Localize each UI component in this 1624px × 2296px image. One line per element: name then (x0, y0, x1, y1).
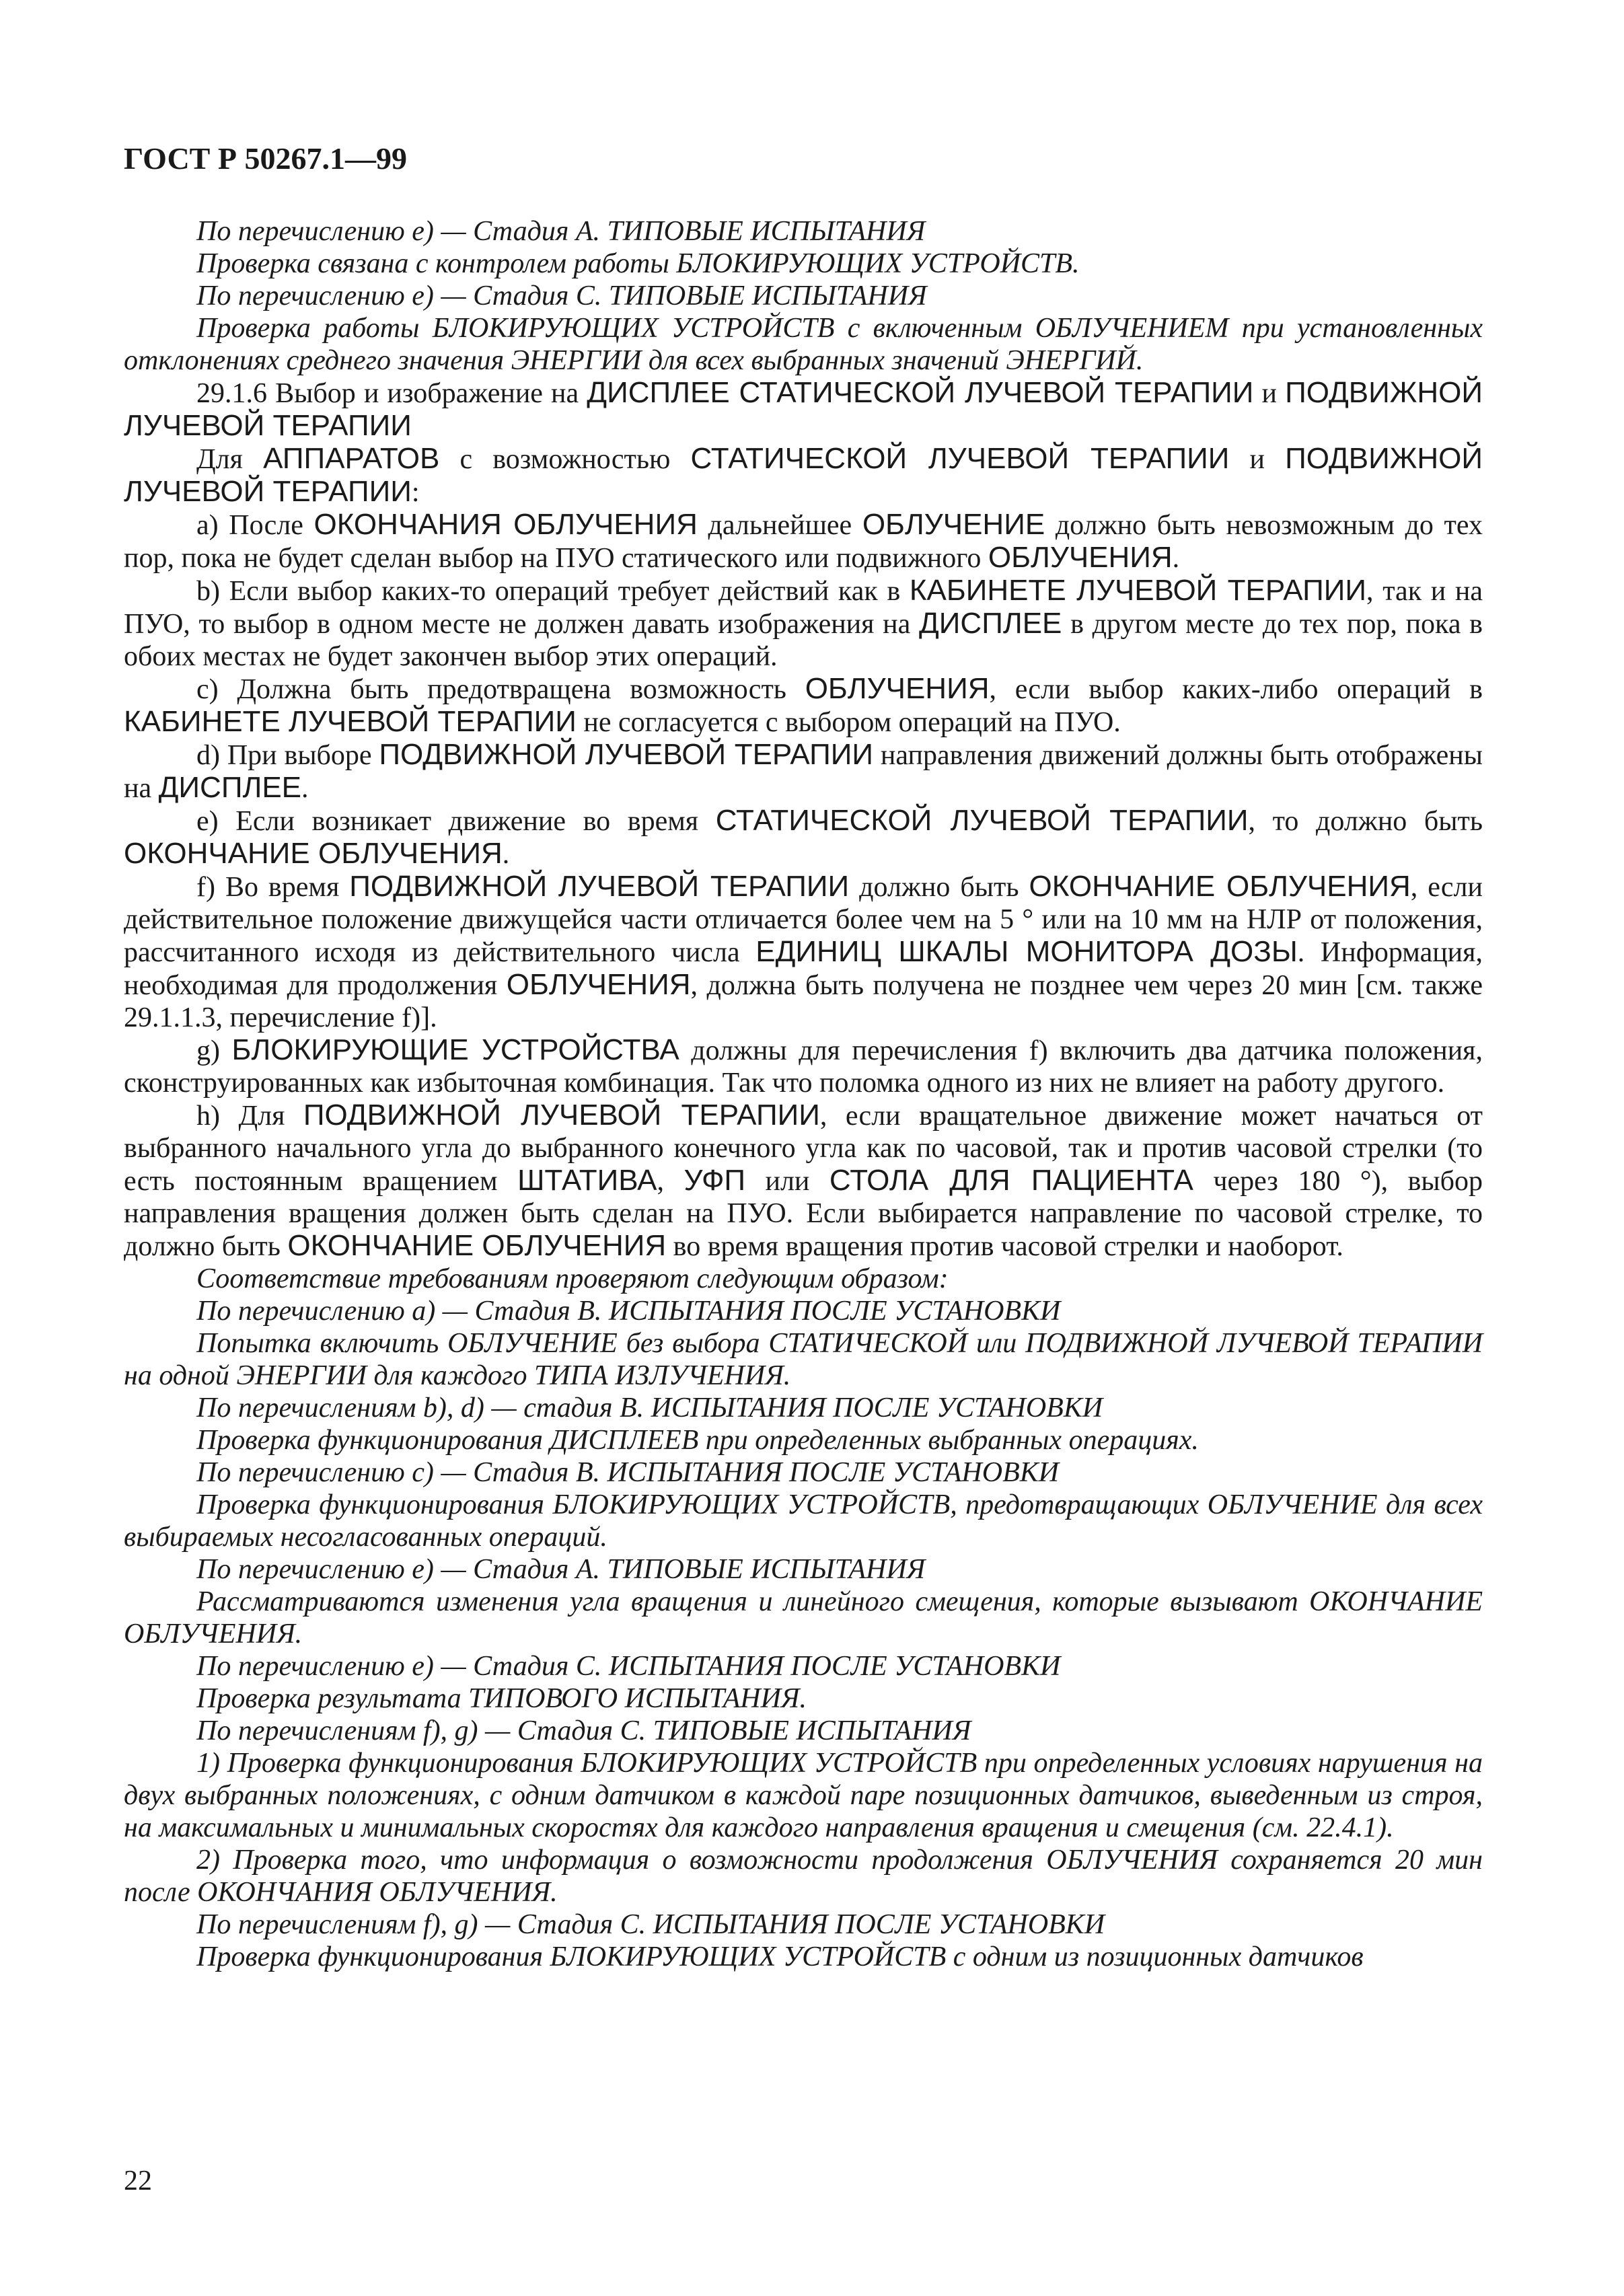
text-segment: ОБЛУЧЕНИЯ (805, 672, 990, 705)
text-segment: По перечислениям f), g) — Стадия С. ТИПОВЫЕ ИСПЫТАНИЯ (196, 1715, 971, 1746)
text-segment: Проверка функционирования БЛОКИРУЮЩИХ УСТРОЙСТВ, предотвращающих ОБЛУЧЕНИЕ для всех выбираемых несогласованных операций. (124, 1489, 1483, 1553)
text-segment: , если выбор каких-либо операций в (989, 674, 1483, 705)
text-segment: СТОЛА ДЛЯ ПАЦИЕНТА (829, 1164, 1193, 1197)
paragraph (124, 1715, 1483, 1747)
paragraph (124, 1295, 1483, 1327)
paragraph (124, 1909, 1483, 1941)
text-segment: По перечислениям f), g) — Стадия С. ИСПЫТАНИЯ ПОСЛЕ УСТАНОВКИ (196, 1909, 1105, 1940)
text-segment: и (1229, 444, 1286, 475)
text-segment: ОБЛУЧЕНИЯ (506, 968, 691, 1001)
text-segment: ОКОНЧАНИЕ ОБЛУЧЕНИЯ (287, 1229, 667, 1262)
text-segment: . (301, 773, 309, 804)
paragraph (124, 1034, 1483, 1099)
text-segment: 29.1.6 Выбор и изображение на (196, 378, 587, 409)
text-segment: ОБЛУЧЕНИЯ (988, 541, 1173, 574)
text-segment: КАБИНЕТЕ ЛУЧЕВОЙ ТЕРАПИИ (909, 574, 1367, 607)
text-segment: c) Должна быть предотвращена возможность (196, 674, 805, 705)
text-segment: ПОДВИЖНОЙ ЛУЧЕВОЙ ТЕРАПИИ (379, 738, 874, 771)
text-segment: 1) Проверка функционирования БЛОКИРУЮЩИХ УСТРОЙСТВ при определенных условиях нарушения на двух выбранных положениях, с одним датчиком в каждой паре позиционных датчиков, выведенным из строя, на максимальных и минимальных скоростях для каждого направления вращения и смещения (см. 22.4.1). (124, 1748, 1483, 1843)
paragraph (124, 1682, 1483, 1715)
paragraph (124, 575, 1483, 673)
paragraph (124, 1747, 1483, 1844)
page-number: 22 (124, 2165, 152, 2196)
text-segment: По перечислению а) — Стадия В. ИСПЫТАНИЯ ПОСЛЕ УСТАНОВКИ (196, 1296, 1061, 1327)
text-segment: По перечислению с) — Стадия В. ИСПЫТАНИЯ ПОСЛЕ УСТАНОВКИ (196, 1457, 1059, 1488)
text-segment: АППАРАТОВ (263, 442, 440, 475)
text-segment: ПОДВИЖНОЙ ЛУЧЕВОЙ ТЕРАПИИ (124, 376, 1483, 442)
text-segment: g) (196, 1035, 232, 1066)
text-segment: должны для перечисления f) включить два датчика положения, сконструированных как избыточная комбинация. Так что поломка одного из них не влияет на работу другого. (124, 1035, 1483, 1099)
text-segment: ШТАТИВА (517, 1164, 657, 1197)
text-segment: Для (196, 444, 264, 475)
text-segment: ДИСПЛЕЕ СТАТИЧЕСКОЙ ЛУЧЕВОЙ ТЕРАПИИ (587, 376, 1254, 409)
text-segment: ОКОНЧАНИЯ ОБЛУЧЕНИЯ (313, 508, 698, 541)
text-segment: , если действительное положение движущейся части отличается более чем на 5 ° или на 10 мм на НЛР от положения, рассчитанного исходя из действительного числа (124, 872, 1483, 968)
text-segment: d) При выборе (196, 740, 379, 771)
text-segment: должно быть (849, 872, 1029, 903)
text-segment: . Информация, необходимая для продолжения (124, 937, 1483, 1001)
text-segment: По перечислениям b), d) — стадия В. ИСПЫТАНИЯ ПОСЛЕ УСТАНОВКИ (196, 1393, 1103, 1423)
text-segment: ПОДВИЖНОЙ ЛУЧЕВОЙ ТЕРАПИИ (124, 442, 1483, 508)
text-segment: , должна быть получена не позднее чем через 20 мин [см. также 29.1.1.3, перечисление f)]. (124, 970, 1483, 1033)
text-segment: через 180 °), выбор направления вращения должен быть сделан на ПУО. Если выбирается направление по часовой стрелке, то должно быть (124, 1166, 1483, 1262)
text-segment: Проверка работы БЛОКИРУЮЩИХ УСТРОЙСТВ с включенным ОБЛУЧЕНИЕМ при установленных отклонениях среднего значения ЭНЕРГИИ для всех выбранных значений ЭНЕРГИЙ. (124, 313, 1483, 376)
paragraph (124, 1456, 1483, 1489)
paragraph (124, 1099, 1483, 1263)
paragraph (124, 1844, 1483, 1909)
paragraph (124, 377, 1483, 443)
text-segment: По перечислению е) — Стадия С. ИСПЫТАНИЯ ПОСЛЕ УСТАНОВКИ (196, 1651, 1061, 1682)
text-segment: a) После (196, 510, 314, 541)
paragraph (124, 248, 1483, 280)
paragraph (124, 1263, 1483, 1295)
text-segment: не согласуется с выбором операций на ПУО. (576, 707, 1121, 738)
text-segment: f) Во время (196, 872, 350, 903)
document-body (124, 215, 1483, 1973)
paragraph (124, 1489, 1483, 1553)
paragraph (124, 1941, 1483, 1973)
text-segment: По перечислению е) — Стадия А. ТИПОВЫЕ ИСПЫТАНИЯ (196, 216, 926, 247)
text-segment: ДИСПЛЕЕ (158, 771, 302, 804)
text-segment: , если вращательное движение может начаться от выбранного начального угла до выбранного конечного угла как по часовой, так и против часовой стрелки (то есть постоянным вращением (124, 1101, 1483, 1197)
text-segment: 2) Проверка того, что информация о возможности продолжения ОБЛУЧЕНИЯ сохраняется 20 мин после ОКОНЧАНИЯ ОБЛУЧЕНИЯ. (124, 1845, 1483, 1908)
paragraph (124, 739, 1483, 805)
paragraph (124, 805, 1483, 871)
paragraph (124, 312, 1483, 377)
text-segment: Проверка связана с контролем работы БЛОКИРУЮЩИХ УСТРОЙСТВ. (196, 248, 1080, 279)
text-segment: , (657, 1166, 684, 1197)
text-segment: Попытка включить ОБЛУЧЕНИЕ без выбора СТАТИЧЕСКОЙ или ПОДВИЖНОЙ ЛУЧЕВОЙ ТЕРАПИИ на одной ЭНЕРГИИ для каждого ТИПА ИЗЛУЧЕНИЯ. (124, 1328, 1483, 1391)
text-segment: , то должно быть (1248, 806, 1483, 837)
text-segment: во время вращения против часовой стрелки и наоборот. (666, 1231, 1343, 1262)
text-segment: Проверка функционирования БЛОКИРУЮЩИХ УСТРОЙСТВ с одним из позиционных датчиков (196, 1941, 1364, 1972)
paragraph (124, 1424, 1483, 1456)
text-segment: По перечислению е) — Стадия С. ТИПОВЫЕ ИСПЫТАНИЯ (196, 281, 927, 311)
paragraph (124, 1327, 1483, 1392)
document-header: ГОСТ Р 50267.1—99 (124, 141, 407, 176)
text-segment: , так и на ПУО, то выбор в одном месте не должен давать изображения на (124, 576, 1483, 640)
paragraph (124, 509, 1483, 575)
text-segment: Проверка результата ТИПОВОГО ИСПЫТАНИЯ. (196, 1683, 807, 1714)
paragraph (124, 673, 1483, 739)
text-segment: ОКОНЧАНИЕ ОБЛУЧЕНИЯ (124, 837, 503, 870)
text-segment: СТАТИЧЕСКОЙ ЛУЧЕВОЙ ТЕРАПИИ (690, 442, 1230, 475)
text-segment: с возможностью (439, 444, 691, 475)
text-segment: в другом месте до тех пор, пока в обоих местах не будет закончен выбор этих операций. (124, 609, 1483, 672)
paragraph (124, 871, 1483, 1034)
text-segment: По перечислению е) — Стадия А. ТИПОВЫЕ ИСПЫТАНИЯ (196, 1554, 926, 1585)
text-segment: БЛОКИРУЮЩИЕ УСТРОЙСТВА (231, 1033, 679, 1066)
text-segment: дальнейшее (697, 510, 862, 541)
text-segment: h) Для (196, 1101, 303, 1132)
text-segment: СТАТИЧЕСКОЙ ЛУЧЕВОЙ ТЕРАПИИ (715, 804, 1249, 837)
paragraph (124, 1553, 1483, 1586)
paragraph (124, 280, 1483, 312)
text-segment: УФП (684, 1164, 746, 1197)
text-segment: Рассматриваются изменения угла вращения и линейного смещения, которые вызывают ОКОНЧАНИЕ ОБЛУЧЕНИЯ. (124, 1586, 1483, 1650)
text-segment: ДИСПЛЕЕ (919, 607, 1062, 640)
paragraph (124, 443, 1483, 509)
text-segment: Соответствие требованиям проверяют следующим образом: (196, 1263, 949, 1294)
text-segment: : (411, 477, 420, 508)
text-segment: e) Если возникает движение во время (196, 806, 716, 837)
paragraph (124, 1586, 1483, 1650)
paragraph (124, 215, 1483, 248)
text-segment: или (745, 1166, 829, 1197)
text-segment: ОКОНЧАНИЕ ОБЛУЧЕНИЯ (1029, 870, 1411, 903)
text-segment: должно быть невозможным до тех пор, пока не будет сделан выбор на ПУО статического или подвижного (124, 510, 1483, 574)
text-segment: ПОДВИЖНОЙ ЛУЧЕВОЙ ТЕРАПИИ (349, 870, 850, 903)
text-segment: . (502, 839, 510, 870)
paragraph (124, 1650, 1483, 1682)
text-segment: ЕДИНИЦ ШКАЛЫ МОНИТОРА ДОЗЫ (755, 935, 1298, 968)
text-segment: и (1253, 378, 1286, 409)
paragraph (124, 1392, 1483, 1424)
text-segment: ПОДВИЖНОЙ ЛУЧЕВОЙ ТЕРАПИИ (303, 1099, 820, 1132)
text-segment: . (1172, 543, 1180, 574)
text-segment: Проверка функционирования ДИСПЛЕЕВ при определенных выбранных операциях. (196, 1425, 1199, 1456)
text-segment: b) Если выбор каких-то операций требует действий как в (196, 576, 910, 607)
text-segment: КАБИНЕТЕ ЛУЧЕВОЙ ТЕРАПИИ (124, 705, 577, 738)
text-segment: ОБЛУЧЕНИЕ (862, 508, 1045, 541)
text-segment: направления движений должны быть отображены на (124, 740, 1483, 804)
